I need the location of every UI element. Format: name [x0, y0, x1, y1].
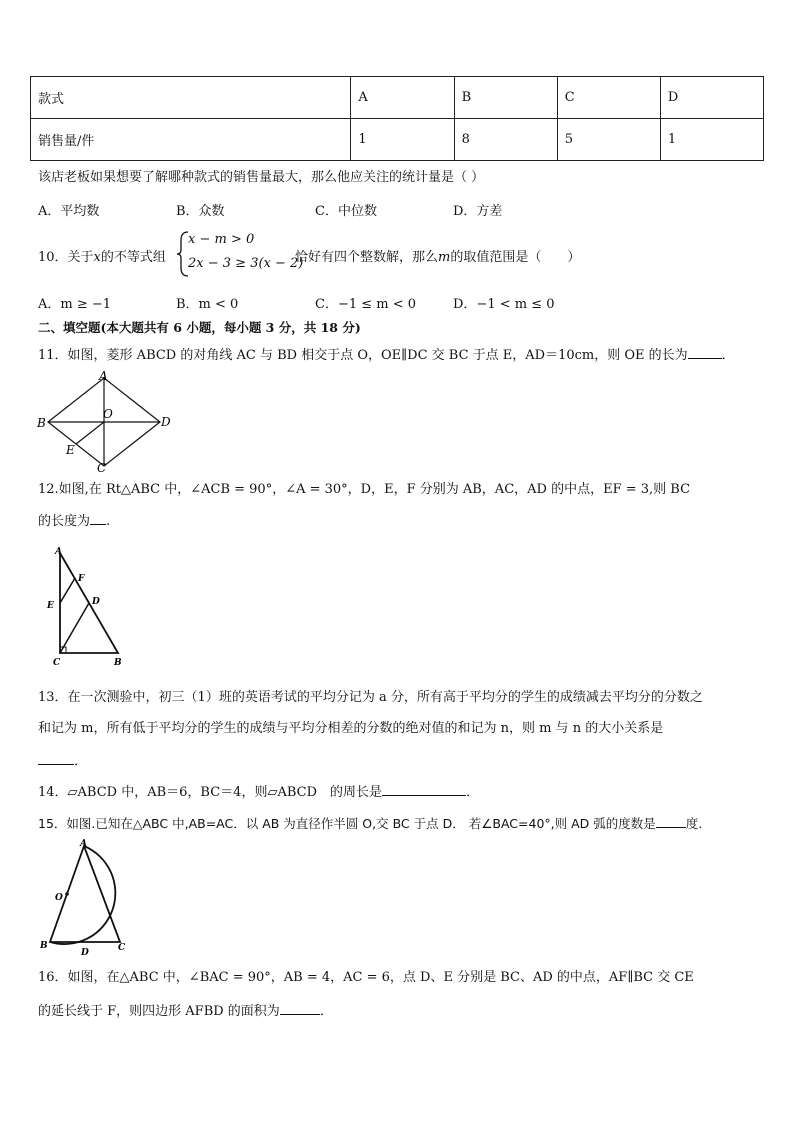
q15-end: 度.	[685, 816, 703, 831]
label-a: A	[99, 370, 108, 383]
q11-text	[38, 345, 735, 365]
table-cell: B	[454, 77, 557, 119]
q10-stem-text: 的取值范围是（ ）	[450, 250, 581, 265]
answer-blank	[38, 751, 74, 765]
q13-line3	[38, 751, 87, 771]
q16-line2	[38, 1001, 333, 1021]
q12-stem: 的长度为	[38, 514, 91, 529]
q10-inequality-1: x − m > 0	[188, 232, 255, 247]
q16-end: ．	[319, 1004, 333, 1019]
q10-stem-start	[38, 246, 166, 265]
table-cell: 款式	[31, 77, 351, 119]
q13-line2: 和记为 m，所有低于平均分的学生的成绩与平均分相差的分数的绝对值的和记为 n，则 m 与 n 的大小关系是	[38, 721, 664, 736]
q16-stem: 的延长线于 F，则四边形 AFBD 的面积为	[38, 1004, 280, 1019]
label-a: A	[55, 547, 62, 557]
q14-end: ．	[466, 785, 480, 800]
label-e: E	[47, 601, 54, 611]
label-c: C	[97, 461, 107, 474]
label-f: F	[78, 574, 85, 584]
q10-stem-text: 10．关于	[38, 250, 94, 265]
label-b: B	[37, 416, 46, 430]
q12-end: .	[106, 514, 111, 529]
label-d: D	[81, 948, 89, 958]
table-row	[31, 119, 764, 161]
q10-stem-end	[295, 246, 580, 265]
table-cell: 8	[454, 119, 557, 161]
table-cell: D	[660, 77, 763, 119]
answer-blank	[688, 345, 722, 359]
q10-option-c: C．−1 ≤ m < 0	[315, 297, 417, 312]
table-cell: 销售量/件	[31, 119, 351, 161]
q9-stem: 该店老板如果想要了解哪种款式的销售量最大，那么他应关注的统计量是（ ）	[38, 170, 485, 185]
q14-stem: 14．▱ABCD 中，AB＝6，BC＝4，则▱ABCD 的周长是	[38, 785, 382, 800]
q12-line2	[38, 511, 110, 531]
label-o: O	[55, 893, 63, 903]
q9-option-d: D．方差	[453, 204, 503, 219]
q13-line1: 13．在一次测验中，初三（1）班的英语考试的平均分记为 a 分，所有高于平均分的学生的成绩减去平均分的分数之	[38, 690, 703, 705]
label-b: B	[114, 658, 122, 668]
q10-inequality-2: 2x − 3 ≥ 3(x − 2)	[188, 256, 304, 271]
q16-line1: 16．如图，在△ABC 中，∠BAC = 90°，AB = 4，AC = 6，点 D、E 分别是 BC、AD 的中点，AF∥BC 交 CE	[38, 970, 694, 985]
answer-blank	[382, 782, 466, 796]
q9-option-b: B．众数	[176, 204, 225, 219]
q9-option-a: A．平均数	[38, 204, 100, 219]
q10-var-x: x	[93, 250, 101, 265]
table-row	[31, 77, 764, 119]
label-o: O	[103, 407, 113, 421]
label-d: D	[92, 597, 100, 607]
q12-line1: 12.如图,在 Rt△ABC 中，∠ACB = 90°，∠A = 30°，D，E，F 分别为 AB，AC，AD 的中点，EF = 3,则 BC	[38, 482, 691, 497]
label-c: C	[53, 658, 61, 668]
q15-stem: 15．如图.已知在△ABC 中,AB=AC．以 AB 为直径作半圆 O,交 BC 于点 D． 若∠BAC=40°,则 AD 弧的度数是	[38, 816, 656, 831]
table-cell: 1	[351, 119, 454, 161]
table-cell: C	[557, 77, 660, 119]
q10-var-m: m	[438, 250, 451, 265]
sales-table	[30, 76, 764, 161]
q13-end: ．	[74, 754, 88, 769]
q10-stem-text: 的不等式组	[100, 250, 166, 265]
answer-blank	[90, 511, 106, 525]
semicircle-figure	[34, 838, 134, 958]
table-cell: 1	[660, 119, 763, 161]
q10-stem-text: 恰好有四个整数解，那么	[295, 250, 439, 265]
answer-blank	[280, 1001, 320, 1015]
q10-option-b: B．m < 0	[176, 297, 239, 312]
q10-option-a: A．m ≥ −1	[38, 297, 112, 312]
label-b: B	[40, 941, 48, 951]
answer-blank	[656, 814, 686, 828]
q9-option-c: C．中位数	[315, 204, 377, 219]
q14-text	[38, 782, 479, 802]
table-cell: A	[351, 77, 454, 119]
label-c: C	[118, 943, 126, 953]
table-cell: 5	[557, 119, 660, 161]
section-heading: 二、填空题(本大题共有 6 小题，每小题 3 分，共 18 分)	[38, 320, 361, 335]
q11-end: ．	[721, 348, 735, 363]
label-d: D	[161, 415, 171, 429]
q15-text	[38, 814, 702, 833]
right-triangle-figure	[46, 545, 132, 669]
q11-stem: 11．如图，菱形 ABCD 的对角线 AC 与 BD 相交于点 O，OE∥DC 交 BC 于点 E，AD＝10cm，则 OE 的长为	[38, 348, 688, 363]
label-a: A	[80, 839, 87, 849]
label-e: E	[66, 443, 75, 457]
rhombus-figure	[36, 370, 176, 474]
q10-option-d: D．−1 < m ≤ 0	[453, 297, 555, 312]
